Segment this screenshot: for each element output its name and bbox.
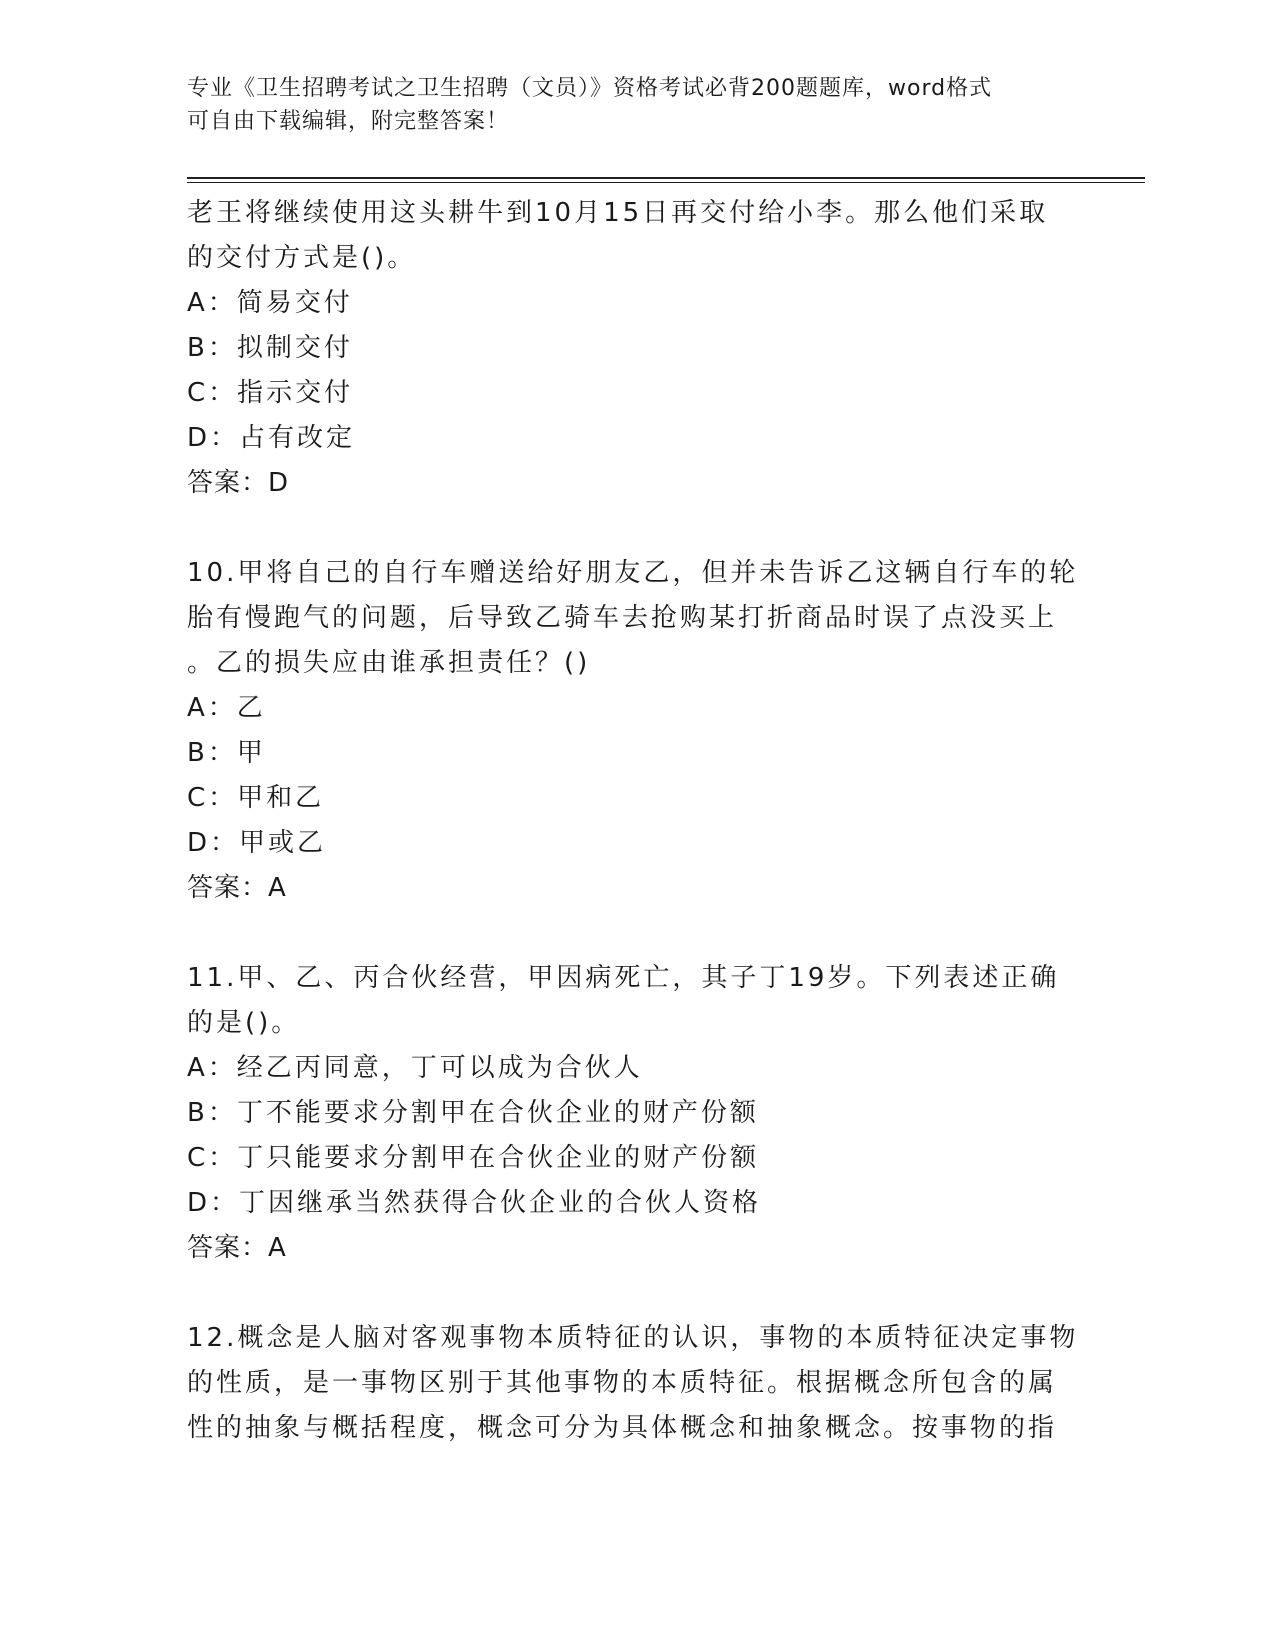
question-stem: 。乙的损失应由谁承担责任？() — [187, 648, 591, 678]
option-b: B：甲 — [187, 738, 266, 768]
option-a: A：简易交付 — [187, 288, 353, 318]
question-stem: 胎有慢跑气的问题，后导致乙骑车去抢购某打折商品时误了点没买上 — [187, 603, 1058, 633]
spacer — [187, 1271, 1087, 1316]
option-b: B：拟制交付 — [187, 333, 353, 363]
question-10 — [187, 551, 1087, 911]
question-11 — [187, 956, 1087, 1271]
option-d: D：丁因继承当然获得合伙企业的合伙人资格 — [187, 1188, 762, 1218]
spacer — [187, 911, 1087, 956]
question-stem: 老王将继续使用这头耕牛到10月15日再交付给小李。那么他们采取 — [187, 198, 1049, 228]
document-body — [187, 191, 1087, 1451]
question-stem: 性的抽象与概括程度，概念可分为具体概念和抽象概念。按事物的指 — [187, 1413, 1058, 1443]
question-9 — [187, 191, 1087, 506]
answer: 答案：D — [187, 468, 290, 498]
answer: 答案：A — [187, 873, 287, 903]
header-divider-thick — [187, 177, 1145, 179]
answer: 答案：A — [187, 1233, 287, 1263]
option-c: C：甲和乙 — [187, 783, 325, 813]
option-d: D：占有改定 — [187, 423, 356, 453]
document-header — [187, 72, 1087, 138]
question-stem: 的交付方式是()。 — [187, 243, 417, 273]
header-divider-thin — [187, 182, 1145, 183]
option-a: A：乙 — [187, 693, 266, 723]
option-c: C：指示交付 — [187, 378, 354, 408]
question-stem: 10.甲将自己的自行车赠送给好朋友乙，但并未告诉乙这辆自行车的轮 — [187, 558, 1079, 588]
option-c: C：丁只能要求分割甲在合伙企业的财产份额 — [187, 1143, 760, 1173]
question-stem: 的性质，是一事物区别于其他事物的本质特征。根据概念所包含的属 — [187, 1368, 1058, 1398]
question-stem: 11.甲、乙、丙合伙经营，甲因病死亡，其子丁19岁。下列表述正确 — [187, 963, 1060, 993]
option-a: A：经乙丙同意，丁可以成为合伙人 — [187, 1053, 643, 1083]
option-b: B：丁不能要求分割甲在合伙企业的财产份额 — [187, 1098, 759, 1128]
question-stem: 的是()。 — [187, 1008, 301, 1038]
question-stem: 12.概念是人脑对客观事物本质特征的认识，事物的本质特征决定事物 — [187, 1323, 1079, 1353]
header-line-1: 专业《卫生招聘考试之卫生招聘（文员）》资格考试必背200题题库，word格式 — [187, 76, 993, 101]
spacer — [187, 506, 1087, 551]
question-12 — [187, 1316, 1087, 1451]
option-d: D：甲或乙 — [187, 828, 327, 858]
header-line-2: 可自由下载编辑，附完整答案！ — [187, 109, 510, 134]
